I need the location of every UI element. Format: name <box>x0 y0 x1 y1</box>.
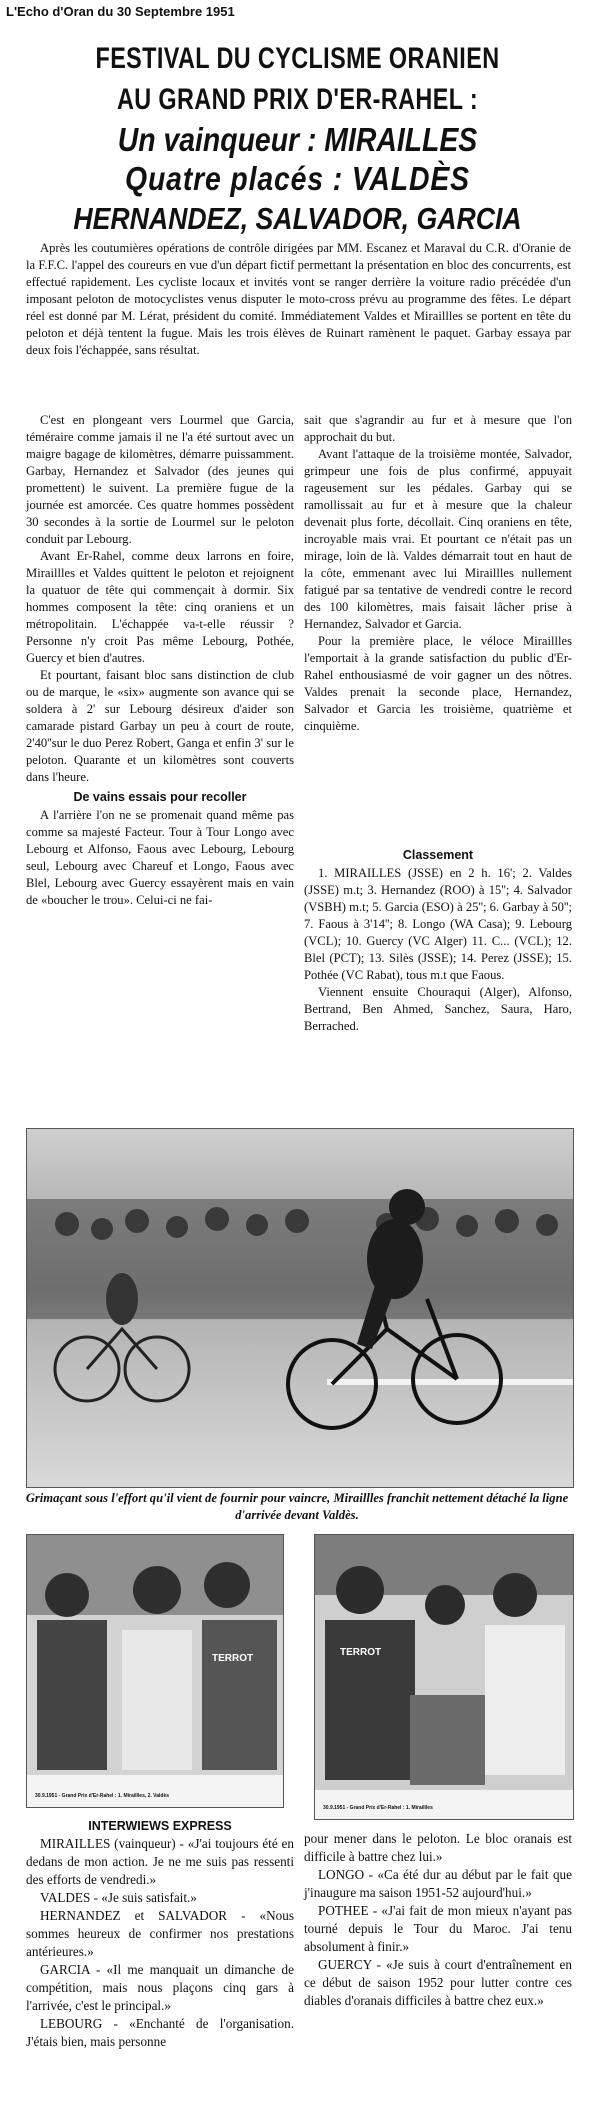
body-paragraph: C'est en plongeant vers Lourmel que Garcia, téméraire comme jamais il ne l'a été surtout avec un maigre bagage de kilomètres, démarre puissamment. Garbay, Hernandez et Salvador (des jeunes qui promettent) le suivent. La première fugue de la journée est amorcée. Ces quatre hommes possèdent 30 secondes à la sortie de Lourmel sur le peloton conduit par Lebourg. <box>26 413 294 546</box>
article-column-left <box>26 412 294 909</box>
photo-inset-caption: 30.9.1951 - Grand Prix d'Er-Rahel : 1. Miraillles, 2. Valdès <box>35 1793 170 1799</box>
podium-photo-left <box>26 1534 284 1808</box>
body-paragraph: Avant Er-Rahel, comme deux larrons en foire, Miraillles et Valdes quittent le peloton et rejoignent la quatuor de tête qui commençait à dormir. Six hommes composent la tête: cinq oraniens et un métropolitain. L'échappée va-t-elle réussir ? Personne n'y croit Pas même Lebourg, Pothée, Guercy et bien d'autres. <box>26 549 294 665</box>
source-line: L'Echo d'Oran du 30 Septembre 1951 <box>6 4 235 19</box>
article-column-right <box>304 412 572 735</box>
body-paragraph: Viennent ensuite Chouraqui (Alger), Alfonso, Bertrand, Ben Ahmed, Sanchez, Saura, Haro, Berrached. <box>304 985 572 1033</box>
headline-line-2: AU GRAND PRIX D'ER-RAHEL : <box>116 83 479 116</box>
interview-entry: VALDES - «Je suis satisfait.» <box>40 1890 197 1905</box>
interview-entry: LEBOURG - «Enchanté de l'organisation. J'étais bien, mais personne <box>26 2016 294 2049</box>
podium-photo-right <box>314 1534 574 1820</box>
photo-inset-caption: 30.9.1951 - Grand Prix d'Er-Rahel : 1. Miraillles <box>323 1805 433 1811</box>
body-paragraph: Avant l'attaque de la troisième montée, Salvador, grimpeur une fois de plus confirmé, appuyait rageusement sur les pédales. Garbay qui se ramollissait au fur et à mesure que la chaleur devenait plus forte, décollait. Cinq oraniens en tête, incroyable mais vrai. Et pourtant ce n'était pas un mirage, loin de là. Valdes démarrait tout en haut de la côte, emmenant avec lui Miraillles nullement fatigué par sa tentative de vendredi contre le record des 100 kilomètres, mais faisait lâcher prise à Hernandez, Salvador et Garcia. <box>304 447 572 631</box>
interview-entry: HERNANDEZ et SALVADOR - «Nous sommes heureux de confirmer nos prestations antérieures.» <box>26 1908 294 1959</box>
ranking-list: 1. MIRAILLES (JSSE) en 2 h. 16'; 2. Valdes (JSSE) m.t; 3. Hernandez (ROO) à 15''; 4. Salvador (VSBH) m.t; 5. Garcia (ESO) à 25''; 6. Garbay à 50''; 7. Faous à 3'14''; 8. Longo (WA Casa); 9. Lebourg (VCL); 10. Guercy (VC Alger) 11. C... (VCL); 12. Blel (PCT); 13. Silès (JSSE); 14. Perez (JSSE); 15. Pothée (VC Rabat), tous m.t que Faous. <box>304 866 572 982</box>
lead-paragraph: Après les coutumières opérations de contrôle dirigées par MM. Escanez et Maraval du C.R. d'Oranie de la F.F.C. l'appel des coureurs en vue d'un départ fictif permettant la présentation en bloc des concurrents, est effectué rapidement. Les cycliste locaux et invités vont se ranger derrière la voiture radio précédée d'un imposant peloton de motocyclistes venus disputer le moto-cross prévu au programme des fêtes. Le départ réel est donné par M. Lérat, président du comité. Immédiatement Valdes et Miraillles se portent en tête du peloton et déjà tentent la fugue. Mais les trois élèves de Ruinart ramènent le paquet. Garbay essaya par deux fois l'échappée, sans résultat. <box>26 241 571 357</box>
interview-entry: POTHEE - «J'ai fait de mon mieux n'ayant pas tourné depuis le Tour du Maroc. J'ai tenu absolument à finir.» <box>304 1903 572 1954</box>
headline-line-3: Un vainqueur : MIRAILLES <box>117 121 478 158</box>
subheading: De vains essais pour recoller <box>73 790 247 804</box>
interviews-column-left <box>26 1818 294 2051</box>
interview-entry: MIRAILLES (vainqueur) - «J'ai toujours été en dedans de mon action. Je ne me suis pas ressenti des efforts de vendredi.» <box>26 1836 294 1887</box>
jersey-lettering: TERROT <box>212 1653 254 1664</box>
interviews-heading: INTERWIEWS EXPRESS <box>88 1819 232 1833</box>
photo-caption: Grimaçant sous l'effort qu'il vient de fournir pour vaincre, Miraillles franchit nettement détaché la ligne d'arrivée devant Valdès. <box>25 1491 569 1522</box>
headline-line-1: FESTIVAL DU CYCLISME ORANIEN <box>95 42 500 75</box>
interview-entry: GARCIA - «Il me manquait un dimanche de compétition, mais nous plaçons cinq gars à l'arrivée, c'est le principal.» <box>26 1962 294 2013</box>
ranking-block <box>304 844 572 1035</box>
finish-line-photo <box>26 1128 574 1488</box>
body-paragraph: Et pourtant, faisant bloc sans distinction de club ou de marque, le «six» augmente son avance qui se soldera à 2' sur Lebourg désireux d'aider son camarade pistard Garbay un peu à court de route, 2'40''sur le duo Perez Robert, Ganga et enfin 3' sur le peloton. Quarante et un kilomètres sont couverts dans l'heure. <box>26 668 294 784</box>
body-paragraph: Pour la première place, le véloce Miraillles l'emportait à la grande satisfaction du public d'Er-Rahel enthousiasmé de voir gagner un des nôtres. Valdes prenait la seconde place, Hernandez, Salvador et Garcia les troisième, quatrième et cinquième. <box>304 634 572 733</box>
interview-entry: LONGO - «Ca été dur au début par le fait que j'inaugure ma saison 1951-52 aujourd'hui.» <box>304 1867 572 1900</box>
headline-line-5: HERNANDEZ, SALVADOR, GARCIA <box>73 201 522 236</box>
headline-line-4: Quatre placés : VALDÈS <box>125 160 470 197</box>
body-paragraph: sait que s'agrandir au fur et à mesure que l'on approchait du but. <box>304 413 572 444</box>
subheading: Classement <box>402 848 474 862</box>
interview-entry: pour mener dans le peloton. Le bloc oranais est difficile à battre chez lui.» <box>304 1831 572 1864</box>
body-paragraph: A l'arrière l'on ne se promenait quand même pas comme sa majesté Facteur. Tour à Tour Longo avec Lebourg et Alfonso, Faous avec Lebourg, Lebourg seul, Lebourg avec Chareuf et Longo, Faous avec Blel, Lebourg avec Guercy essayèrent mais en vain de «boucher le trou». Celui-ci ne fai- <box>26 808 294 907</box>
interviews-column-right <box>304 1830 572 2010</box>
jersey-lettering: TERROT <box>340 1647 382 1658</box>
interview-entry: GUERCY - «Je suis à court d'entraînement en ce début de saison 1952 pour lutter contre ces diables d'oranais difficiles à battre chez eux.» <box>304 1957 572 2008</box>
